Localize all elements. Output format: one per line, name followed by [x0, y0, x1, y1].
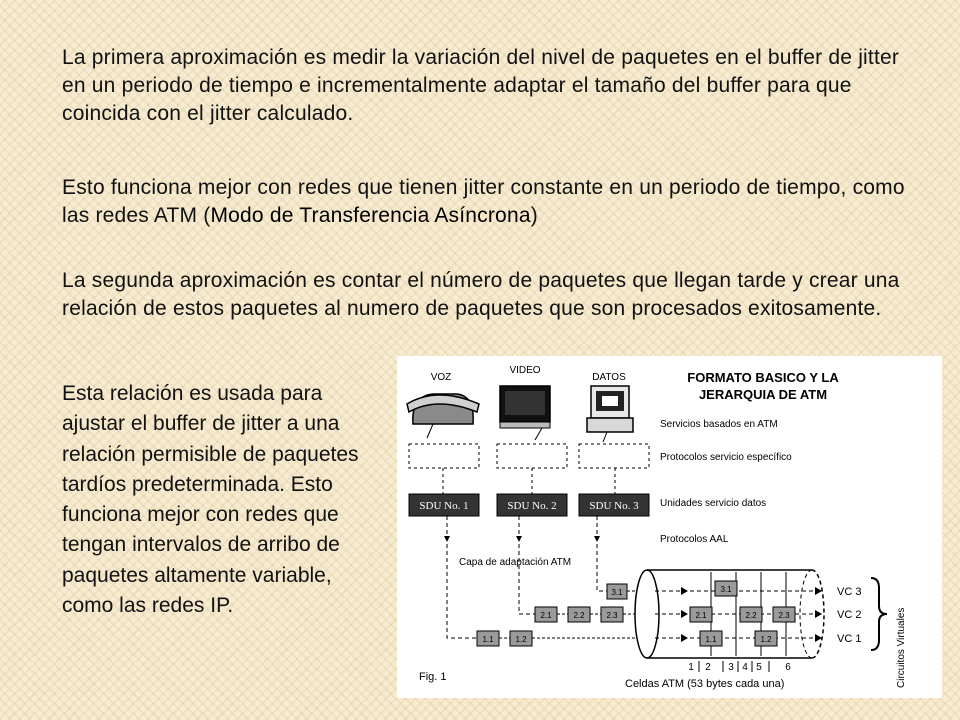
figure-number-label: Fig. 1: [419, 671, 447, 683]
cell-number-1: 1: [688, 662, 694, 673]
svg-text:3.1: 3.1: [720, 585, 732, 594]
source-label-video: VIDEO: [509, 365, 541, 376]
svg-text:1.1: 1.1: [705, 635, 717, 644]
tube-cell-2-3: [773, 607, 795, 622]
figure-title-line2: JERARQUIA DE ATM: [698, 387, 828, 402]
svg-text:2.3: 2.3: [606, 611, 618, 620]
svg-text:3.1: 3.1: [611, 588, 623, 597]
cell-number-3: 3: [728, 662, 734, 673]
feed-cell-2-3: [601, 607, 623, 622]
source-label-voz: VOZ: [430, 372, 452, 383]
vc-label-1: VC 1: [837, 633, 862, 645]
paragraph-atm-networks: [62, 174, 912, 230]
video-monitor-icon: [500, 386, 550, 440]
atm-cells-caption: Celdas ATM (53 bytes cada una): [625, 678, 785, 690]
vc-label-2: VC 2: [837, 609, 862, 621]
tube-cell-1-1: [700, 631, 722, 646]
feed-cell-2-2: [568, 607, 590, 622]
paragraph-atm-close: ): [530, 204, 538, 227]
sdu-label-3: SDU No. 3: [589, 500, 639, 512]
svg-text:1.1: 1.1: [482, 635, 494, 644]
cell-number-6: 6: [785, 662, 791, 673]
svg-text:2.3: 2.3: [778, 611, 790, 620]
adaptation-layer-label: Capa de adaptación ATM: [459, 557, 572, 568]
figure-title-line1: FORMATO BASICO Y LA: [687, 370, 839, 385]
svg-text:1.2: 1.2: [760, 635, 772, 644]
atm-expansion: Modo de Transferencia Asíncrona: [210, 204, 531, 227]
protocol-boxes: [409, 444, 649, 468]
layer-label-protocols: Protocolos servicio específico: [660, 452, 792, 463]
sdu-box-2: [497, 494, 567, 516]
sdu-label-2: SDU No. 2: [507, 500, 557, 512]
virtual-circuits-label: Circuitos Virtuales: [896, 607, 907, 688]
routing-arrowheads: [444, 536, 600, 542]
tube-cell-3-1: [715, 581, 737, 596]
tube-cell-2-1: [690, 607, 712, 622]
feed-cell-2-1: [535, 607, 557, 622]
feed-cell-1-1: [477, 631, 499, 646]
paragraph-second-approach: La segunda aproximación es contar el número de paquetes que llegan tarde y crear una relación de estos paquetes al numero de paquetes que son procesados exitosamente.: [62, 269, 900, 320]
svg-text:2.2: 2.2: [573, 611, 585, 620]
sdu-label-1: SDU No. 1: [419, 500, 469, 512]
computer-icon: [587, 386, 633, 442]
layer-label-aal: Protocolos AAL: [660, 534, 729, 545]
tube-cell-2-2: [740, 607, 762, 622]
source-label-datos: DATOS: [592, 372, 626, 383]
atm-hierarchy-figure: [397, 356, 942, 698]
feed-cell-3-1: [607, 584, 627, 599]
atm-diagram: [397, 356, 942, 698]
paragraph-ratio-usage: Esta relación es usada para ajustar el buffer de jitter a una relación permisible de paquetes tardíos predeterminada. Esto funciona mejor con redes que tengan intervalos de arribo de paquetes altamente variable, como las redes IP.: [62, 382, 359, 618]
telephone-icon: [407, 394, 479, 438]
layer-label-services: Servicios basados en ATM: [660, 419, 778, 430]
cell-number-5: 5: [756, 662, 762, 673]
sdu-box-1: [409, 494, 479, 516]
vc-label-3: VC 3: [837, 586, 862, 598]
tube-cell-1-2: [755, 631, 777, 646]
protocol-connectors: [443, 468, 615, 494]
svg-text:2.1: 2.1: [695, 611, 707, 620]
svg-text:2.2: 2.2: [745, 611, 757, 620]
paragraph-atm-text: Esto funciona mejor con redes que tienen jitter constante en un periodo de tiempo, como las redes ATM (: [62, 176, 905, 227]
cell-number-4: 4: [742, 662, 748, 673]
sdu-box-3: [579, 494, 649, 516]
cell-number-2: 2: [705, 662, 711, 673]
svg-text:2.1: 2.1: [540, 611, 552, 620]
feed-cell-1-2: [510, 631, 532, 646]
layer-label-data-units: Unidades servicio datos: [660, 498, 767, 509]
brace-shape: [871, 578, 887, 650]
paragraph-first-approach: La primera aproximación es medir la variación del nivel de paquetes en el buffer de jitter en un periodo de tiempo e incrementalmente adaptar el tamaño del buffer para que coincida con el jitter calculado.: [62, 46, 900, 125]
svg-text:1.2: 1.2: [515, 635, 527, 644]
